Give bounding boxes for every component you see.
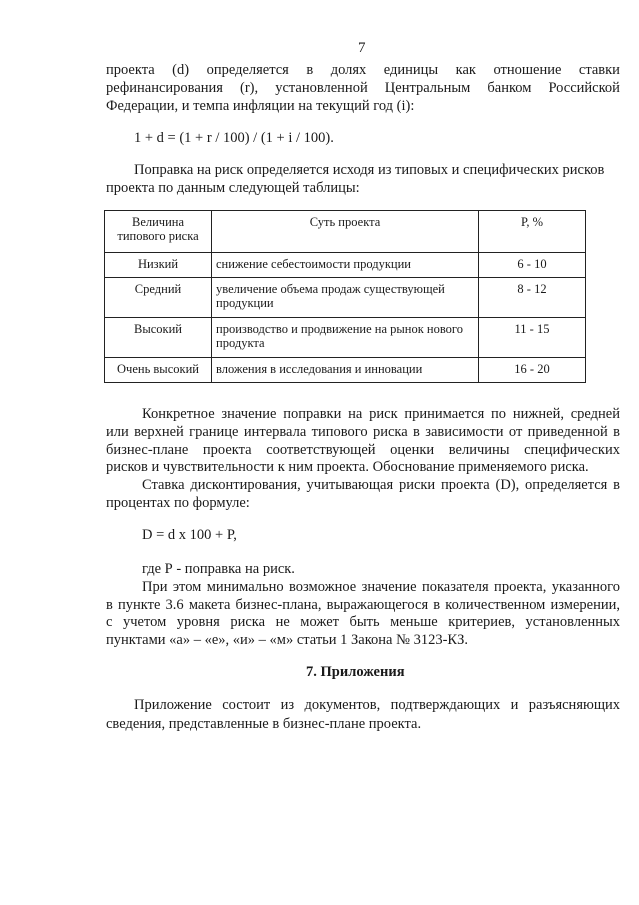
para5-line1: При этом минимально возможное значение показателя проекта, указанного bbox=[142, 579, 620, 595]
para2-line2: проекта по данным следующей таблицы: bbox=[106, 180, 360, 196]
para3-line3: бизнес-плане проекта соответствующей оценки величины специфических bbox=[106, 442, 620, 458]
cell-p-percent: 16 - 20 bbox=[479, 358, 586, 383]
cell-project-essence: производство и продвижение на рынок нового продукта bbox=[212, 318, 479, 358]
cell-project-essence: снижение себестоимости продукции bbox=[212, 253, 479, 278]
header-project-essence: Суть проекта bbox=[212, 211, 479, 253]
para1-line3: Федерации, и темпа инфляции на текущий год (i): bbox=[106, 98, 415, 114]
para3-line2: или верхней границе интервала типового риска в зависимости от приведенной в bbox=[106, 424, 620, 440]
page-number: 7 bbox=[358, 40, 366, 56]
para1-line1: проекта (d) определяется в долях единицы как отношение ставки bbox=[106, 62, 620, 78]
para2-line1: Поправка на риск определяется исходя из типовых и специфических рисков bbox=[134, 162, 605, 178]
section-title: 7. Приложения bbox=[306, 664, 405, 680]
cell-p-percent: 11 - 15 bbox=[479, 318, 586, 358]
para5-line4: пунктами «а» – «е», «и» – «м» статьи 1 Закона № 3123-КЗ. bbox=[106, 632, 468, 648]
para1-line2: рефинансирования (r), установленной Центральным банком Российской bbox=[106, 80, 620, 96]
cell-p-percent: 6 - 10 bbox=[479, 253, 586, 278]
formula-discount-d: D = d x 100 + P, bbox=[142, 527, 237, 543]
para5-line2: в пункте 3.6 макета бизнес-плана, выражающегося в количественном измерении, bbox=[106, 597, 620, 613]
para6-line2: сведения, представленные в бизнес-плане проекта. bbox=[106, 716, 422, 732]
table-row bbox=[105, 318, 586, 358]
cell-p-percent: 8 - 12 bbox=[479, 278, 586, 318]
cell-risk-level: Высокий bbox=[105, 318, 212, 358]
cell-project-essence: увеличение объема продаж существующей продукции bbox=[212, 278, 479, 318]
para6-line1: Приложение состоит из документов, подтверждающих и разъясняющих bbox=[134, 697, 620, 713]
header-risk-level: Величина типового риска bbox=[105, 211, 212, 253]
cell-risk-level: Средний bbox=[105, 278, 212, 318]
cell-project-essence: вложения в исследования и инновации bbox=[212, 358, 479, 383]
table-row bbox=[105, 358, 586, 383]
where-line: где Р - поправка на риск. bbox=[142, 561, 295, 577]
para4-line2: процентах по формуле: bbox=[106, 495, 250, 511]
formula-discount-rate: 1 + d = (1 + r / 100) / (1 + i / 100). bbox=[134, 130, 334, 146]
para3-line1: Конкретное значение поправки на риск принимается по нижней, средней bbox=[142, 406, 620, 422]
para3-line4: рисков и чувствительности к ним проекта. Обоснование применяемого риска. bbox=[106, 459, 589, 475]
para4-line1: Ставка дисконтирования, учитывающая риски проекта (D), определяется в bbox=[142, 477, 620, 493]
para5-line3: с учетом уровня риска не может быть меньше критериев, установленных bbox=[106, 614, 620, 630]
cell-risk-level: Очень высокий bbox=[105, 358, 212, 383]
cell-risk-level: Низкий bbox=[105, 253, 212, 278]
table-row bbox=[105, 278, 586, 318]
header-p-percent: Р, % bbox=[479, 211, 586, 253]
risk-table bbox=[104, 210, 586, 383]
table-header-row bbox=[105, 211, 586, 253]
table-row bbox=[105, 253, 586, 278]
